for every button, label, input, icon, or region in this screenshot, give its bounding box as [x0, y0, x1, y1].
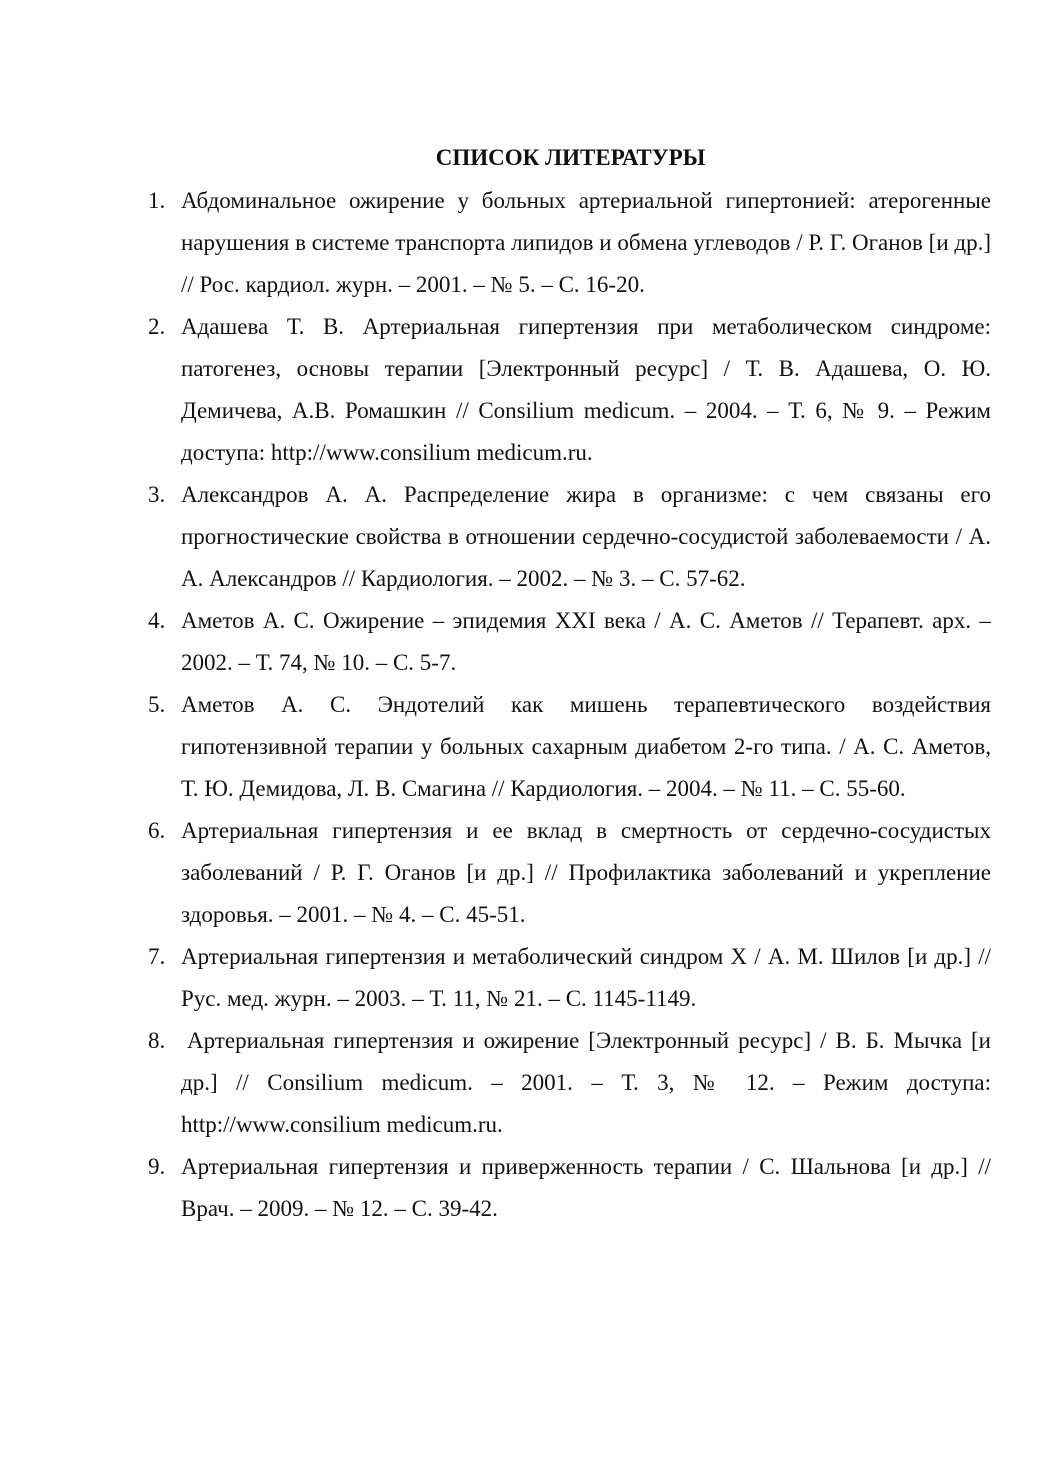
reference-text: Артериальная гипертензия и приверженность терапии / С. Шальнова [и др.] // Врач. – 2009. – № 12. – С. 39-42.: [181, 1154, 991, 1221]
reference-text: Аметов А. С. Эндотелий как мишень терапевтического воздействия гипотензивной терапии у больных сахарным диабетом 2-го типа. / А. С. Аметов, Т. Ю. Демидова, Л. В. Смагина // Кардиология. – 2004. – № 11. – С. 55-60.: [181, 692, 991, 801]
reference-text: Артериальная гипертензия и ожирение [Электронный ресурс] / В. Б. Мычка [и др.] // Consilium medicum. – 2001. – Т. 3, № 12. – Режим доступа: http://www.consilium medicum.ru.: [181, 1028, 991, 1137]
reference-item-2: [0, 306, 1041, 474]
reference-number: 7.: [148, 944, 166, 969]
reference-text: Александров А. А. Распределение жира в организме: с чем связаны его прогностические свойства в отношении сердечно-сосудистой заболеваемости / А. А. Александров // Кардиология. – 2002. – № 3. – С. 57-62.: [181, 482, 991, 591]
reference-number: 1.: [148, 188, 166, 213]
reference-item-4: [0, 600, 1041, 684]
reference-item-6: [0, 810, 1041, 936]
reference-number: 4.: [148, 608, 166, 633]
reference-number: 3.: [148, 482, 166, 507]
reference-text: Артериальная гипертензия и ее вклад в смертность от сердечно-сосудистых заболеваний / Р. Г. Оганов [и др.] // Профилактика заболеваний и укрепление здоровья. – 2001. – № 4. – С. 45-51.: [181, 818, 991, 927]
reference-number: 2.: [148, 314, 166, 339]
reference-text: Абдоминальное ожирение у больных артериальной гипертонией: атерогенные нарушения в системе транспорта липидов и обмена углеводов / Р. Г. Оганов [и др.] // Рос. кардиол. журн. – 2001. – № 5. – С. 16-20.: [181, 188, 991, 297]
reference-number: 6.: [148, 818, 166, 843]
reference-text: Аметов А. С. Ожирение – эпидемия XXI века / А. С. Аметов // Терапевт. арх. – 2002. – Т. 74, № 10. – С. 5-7.: [181, 608, 991, 675]
reference-item-5: [0, 684, 1041, 810]
reference-number: 5.: [148, 692, 166, 717]
reference-list: [0, 180, 1041, 1230]
reference-text: Адашева Т. В. Артериальная гипертензия при метаболическом синдроме: патогенез, основы терапии [Электронный ресурс] / Т. В. Адашева, О. Ю. Демичева, А.В. Ромашкин // Consilium medicum. – 2004. – Т. 6, № 9. – Режим доступа: http://www.consilium medicum.ru.: [181, 314, 991, 465]
reference-item-1: [0, 180, 1041, 306]
reference-number: 9.: [148, 1154, 166, 1179]
reference-number: 8.: [148, 1028, 166, 1053]
reference-item-9: [0, 1146, 1041, 1230]
page-title: СПИСОК ЛИТЕРАТУРЫ: [435, 145, 706, 170]
reference-item-7: [0, 936, 1041, 1020]
reference-item-8: [0, 1020, 1041, 1146]
reference-item-3: [0, 474, 1041, 600]
reference-text: Артериальная гипертензия и метаболический синдром X / А. М. Шилов [и др.] // Рус. мед. журн. – 2003. – Т. 11, № 21. – С. 1145-1149.: [181, 944, 991, 1011]
